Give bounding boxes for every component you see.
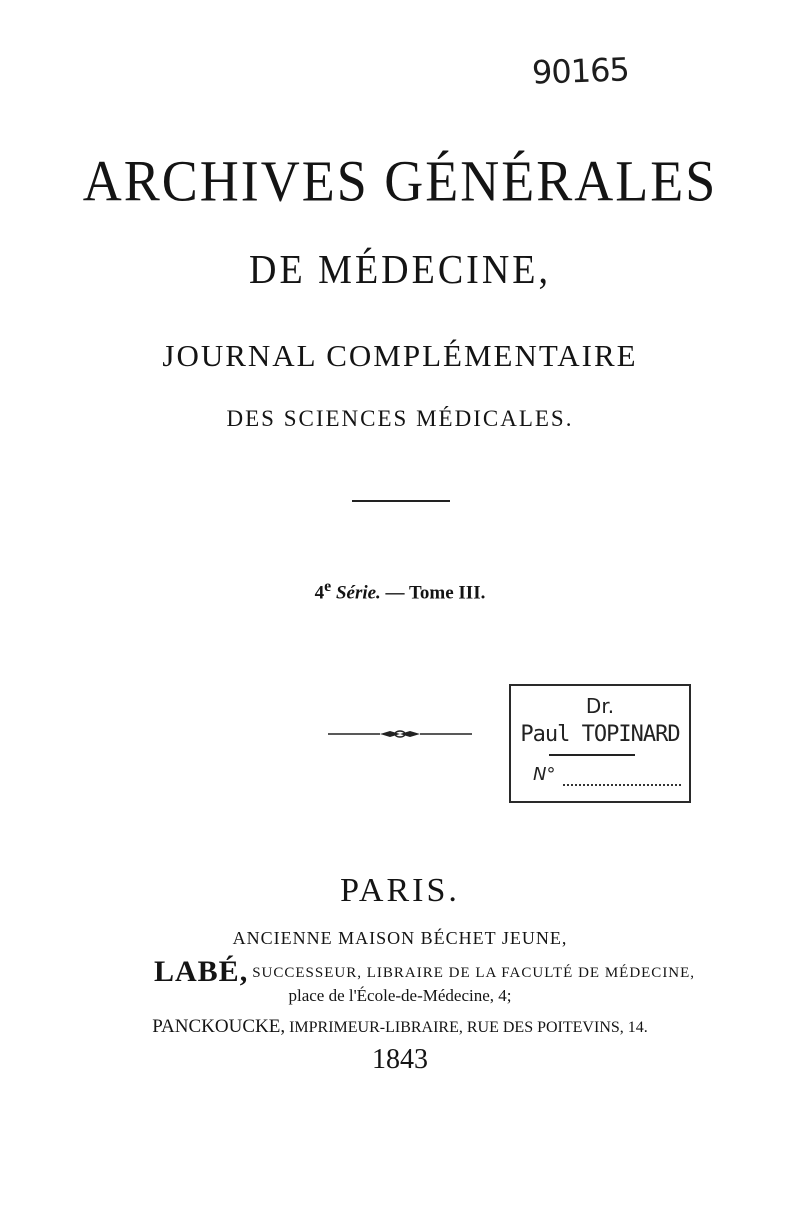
journal-subtitle-line1: JOURNAL COMPLÉMENTAIRE	[162, 338, 638, 373]
journal-title-line1: ARCHIVES GÉNÉRALES	[82, 148, 718, 214]
series-dash: —	[380, 582, 409, 604]
stamp-number-blank	[563, 784, 681, 786]
divider-rule	[352, 500, 450, 502]
journal-subtitle-line2: DES SCIENCES MÉDICALES.	[226, 406, 574, 431]
stamp-title: Dr.	[585, 694, 615, 718]
library-ownership-stamp	[509, 684, 691, 803]
imprint-city: PARIS.	[340, 872, 460, 909]
imprint-house: ANCIENNE MAISON BÉCHET JEUNE,	[232, 928, 568, 948]
stamp-number-label: N°	[533, 764, 556, 785]
ornamental-rule-icon	[328, 724, 472, 744]
imprint-publisher-line	[154, 955, 695, 989]
series-word: Série.	[335, 582, 381, 604]
imprint-address: place de l'École-de-Médecine, 4;	[288, 986, 512, 1005]
printer-role: IMPRIMEUR-LIBRAIRE, RUE DES POITEVINS, 14.	[289, 1019, 648, 1036]
tome-label: Tome III.	[408, 582, 486, 604]
stamp-underline	[549, 754, 635, 756]
publisher-role: SUCCESSEUR, LIBRAIRE DE LA FACULTÉ DE MÉDECINE,	[252, 965, 696, 981]
series-number: 4	[314, 582, 325, 604]
publisher-name: LABÉ,	[154, 955, 249, 988]
series-number-suffix: e	[324, 578, 332, 595]
handwritten-shelf-number: 90165	[531, 50, 630, 92]
series-volume-line	[0, 578, 800, 604]
printer-name: PANCKOUCKE,	[152, 1016, 286, 1037]
stamp-owner-name: Paul TOPINARD	[520, 722, 680, 747]
publication-year: 1843	[372, 1044, 428, 1075]
journal-title-line2: DE MÉDECINE,	[249, 247, 551, 293]
imprint-printer-line	[0, 1016, 800, 1038]
